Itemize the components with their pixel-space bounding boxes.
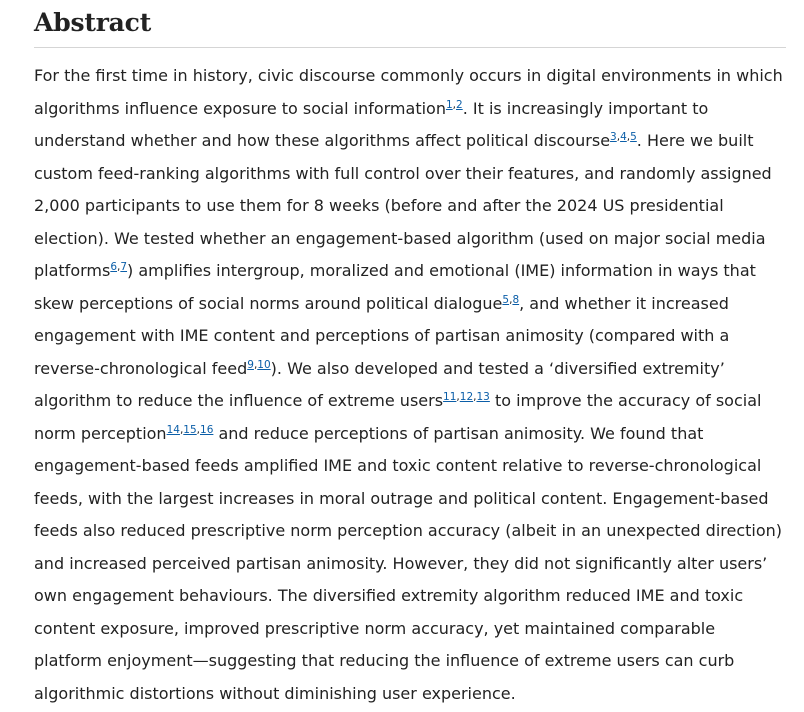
citation-group: 9,10 — [247, 358, 271, 371]
citation-link-5[interactable]: 5 — [502, 293, 510, 306]
abstract-text-segment: , and whether it increased engagement with IME content and perceptions of partisan animosity (compared with a reverse-chronological feed — [34, 293, 730, 378]
citation-link-6[interactable]: 6 — [110, 261, 118, 273]
citation-link-5[interactable]: 5 — [630, 131, 637, 143]
citation-link-9[interactable]: 9 — [247, 358, 254, 371]
citation-link-11[interactable]: 11 — [443, 391, 457, 403]
abstract-text-segment: For the first time in history, civic discourse commonly occurs in digital environments in which algorithms influence exposure to social information — [34, 66, 783, 118]
citation-group: 14,15,16 — [166, 423, 214, 436]
citation-link-7[interactable]: 7 — [120, 261, 128, 273]
abstract-heading: Abstract — [34, 8, 152, 37]
citation-group: 1,2 — [445, 98, 463, 111]
citation-link-1[interactable]: 1 — [445, 98, 453, 111]
citation-group: 11,12,13 — [443, 391, 490, 403]
abstract-text-segment: ) amplifies intergroup, moralized and emotional (IME) information in ways that skew perceptions of social norms around political dialogue — [34, 261, 756, 313]
citation-link-16[interactable]: 16 — [200, 423, 214, 436]
abstract-text-segment: and reduce perceptions of partisan animosity. We found that engagement-based feeds amplified IME and toxic content relative to reverse-chronological feeds, with the largest increases in moral outrage and political content. Engagement-based feeds also reduced prescriptive norm perception accuracy (albeit in an unexpected direction) and increased perceived partisan animosity. However, they did not significantly alter users’ own engagement behaviours. The diversified extremity algorithm reduced IME and toxic content exposure, improved prescriptive norm accuracy, yet maintained comparable platform enjoyment—suggesting that reducing the influence of extreme users can curb algorithmic distortions without diminishing user experience. — [34, 423, 783, 703]
citation-group: 5,8 — [502, 293, 520, 306]
citation-link-2[interactable]: 2 — [456, 98, 463, 111]
abstract-text-segment: ). We also developed and tested a ‘diversified extremity’ algorithm to reduce the influence of extreme users — [34, 358, 725, 410]
abstract-text-segment: . It is increasingly important to understand whether and how these algorithms affect political discourse — [34, 98, 709, 150]
abstract-text-segment: . Here we built custom feed-ranking algorithms with full control over their features, and randomly assigned 2,000 participants to use them for 8 weeks (before and after the 2024 US presidential election). We tested whether an engagement-based algorithm (used on major social media platforms — [34, 131, 772, 280]
citation-link-15[interactable]: 15 — [183, 423, 197, 436]
citation-link-12[interactable]: 12 — [459, 391, 474, 403]
citation-link-8[interactable]: 8 — [512, 293, 520, 306]
citation-link-10[interactable]: 10 — [257, 358, 271, 371]
abstract-text-segment: to improve the accuracy of social norm perception — [34, 391, 762, 443]
citation-link-4[interactable]: 4 — [620, 131, 627, 143]
abstract-text — [34, 60, 786, 710]
heading-divider — [34, 47, 786, 48]
citation-group: 6,7 — [110, 261, 128, 273]
citation-link-3[interactable]: 3 — [610, 131, 617, 143]
citation-link-14[interactable]: 14 — [166, 423, 180, 436]
citation-link-13[interactable]: 13 — [476, 391, 490, 403]
citation-group: 3,4,5 — [610, 131, 637, 143]
abstract-section — [34, 6, 786, 710]
